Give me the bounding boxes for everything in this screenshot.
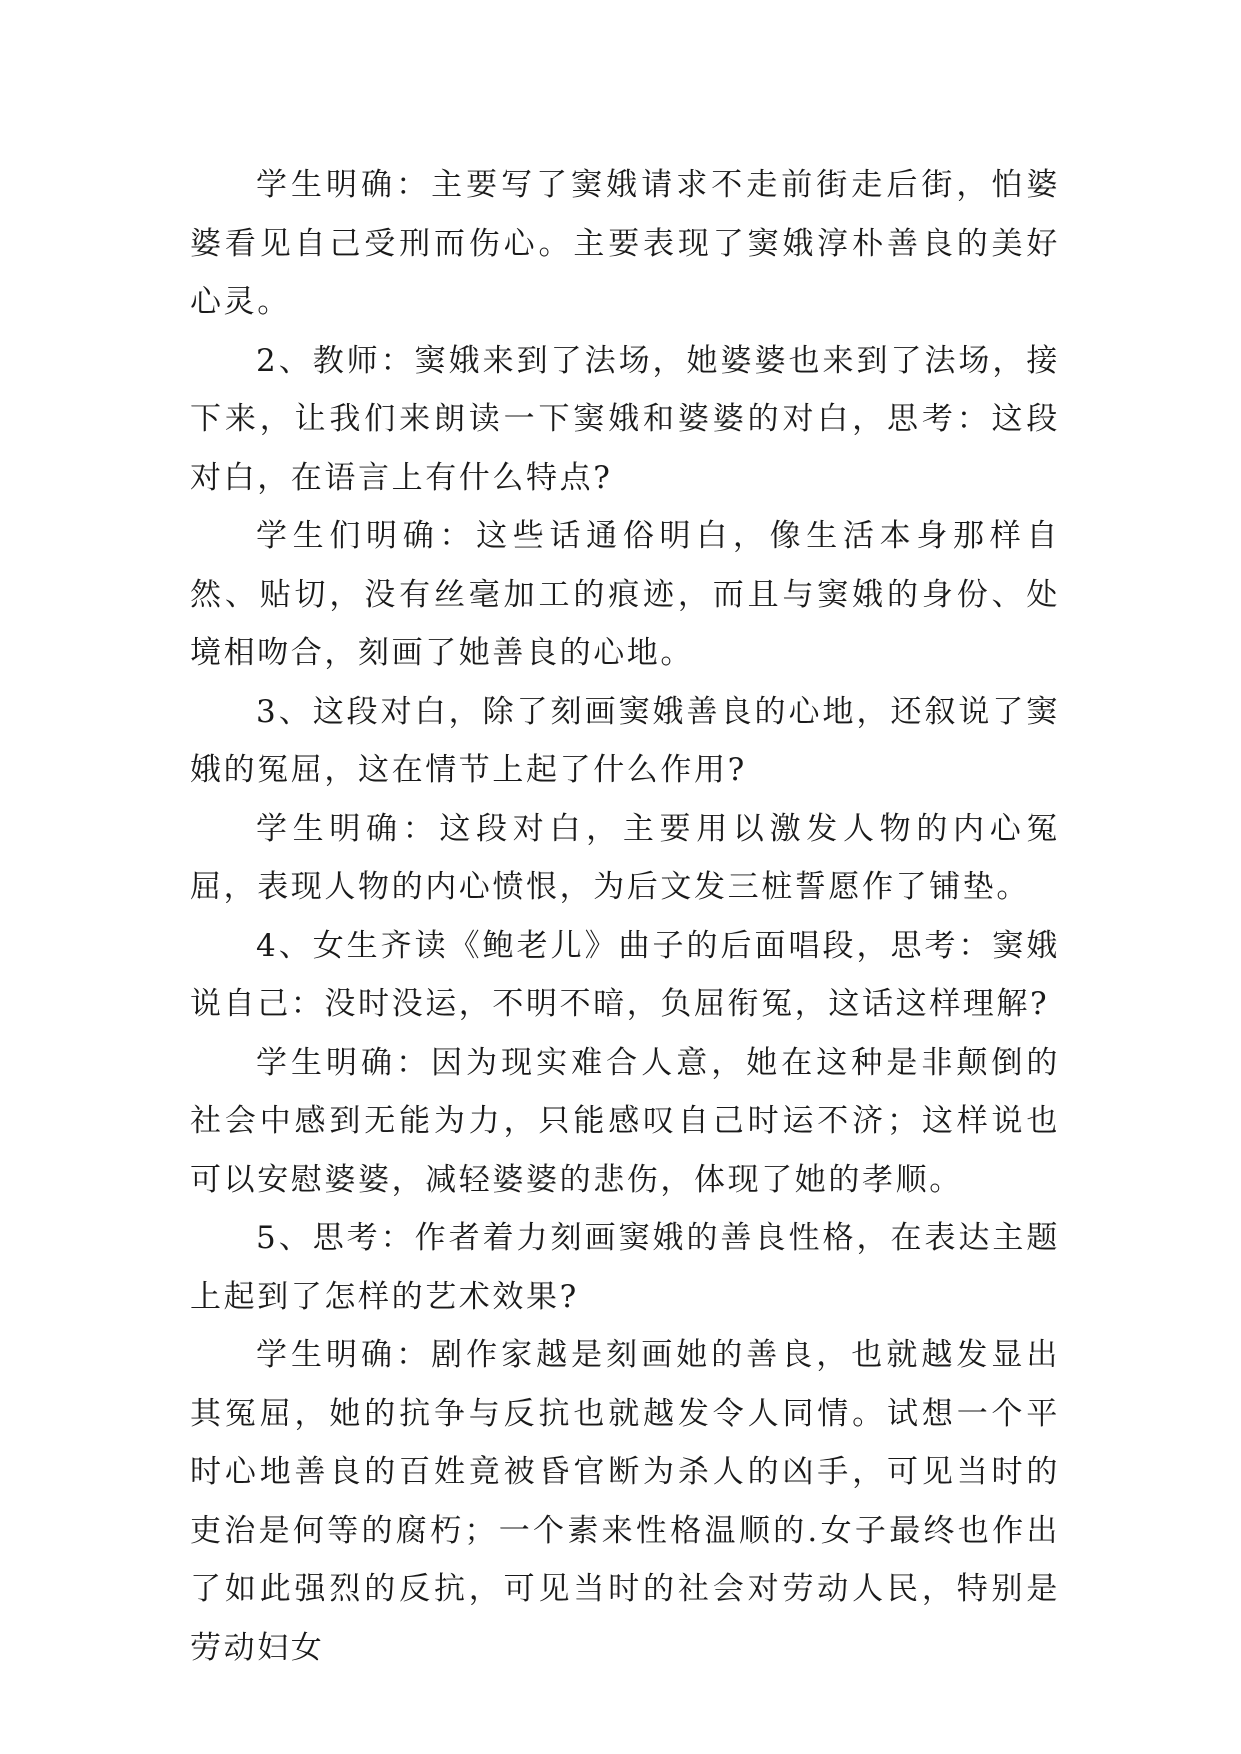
paragraph-6: 4、女生齐读《鲍老儿》曲子的后面唱段，思考：窦娥说自己：没时没运，不明不暗，负屈衔冤，这话这样理解? (190, 927, 1060, 1022)
paragraph-9: 学生明确：剧作家越是刻画她的善良，也就越发显出其冤屈，她的抗争与反抗也就越发令人同情。试想一个平时心地善良的百姓竟被昏官断为杀人的凶手，可见当时的吏治是何等的腐朽；一个素来性格温顺的.女子最终也作出了如此强烈的反抗，可见当时的社会对劳动人民，特别是劳动妇女 (190, 1337, 1060, 1666)
document-body (190, 156, 1060, 1677)
paragraph-1: 学生明确：主要写了窦娥请求不走前街走后街，怕婆婆看见自己受刑而伤心。主要表现了窦娥淳朴善良的美好心灵。 (190, 167, 1060, 320)
paragraph-4: 3、这段对白，除了刻画窦娥善良的心地，还叙说了窦娥的冤屈，这在情节上起了什么作用? (190, 693, 1060, 788)
paragraph-8: 5、思考：作者着力刻画窦娥的善良性格，在表达主题上起到了怎样的艺术效果? (190, 1220, 1060, 1315)
paragraph-7: 学生明确：因为现实难合人意，她在这种是非颠倒的社会中感到无能为力，只能感叹自己时运不济；这样说也可以安慰婆婆，减轻婆婆的悲伤，体现了她的孝顺。 (190, 1044, 1060, 1198)
paragraph-5: 学生明确：这段对白，主要用以激发人物的内心冤屈，表现人物的内心愤恨，为后文发三桩誓愿作了铺垫。 (190, 810, 1060, 905)
paragraph-2: 2、教师：窦娥来到了法场，她婆婆也来到了法场，接下来，让我们来朗读一下窦娥和婆婆的对白，思考：这段对白，在语言上有什么特点? (190, 342, 1060, 496)
paragraph-3: 学生们明确：这些话通俗明白，像生活本身那样自然、贴切，没有丝毫加工的痕迹，而且与窦娥的身份、处境相吻合，刻画了她善良的心地。 (190, 518, 1060, 671)
